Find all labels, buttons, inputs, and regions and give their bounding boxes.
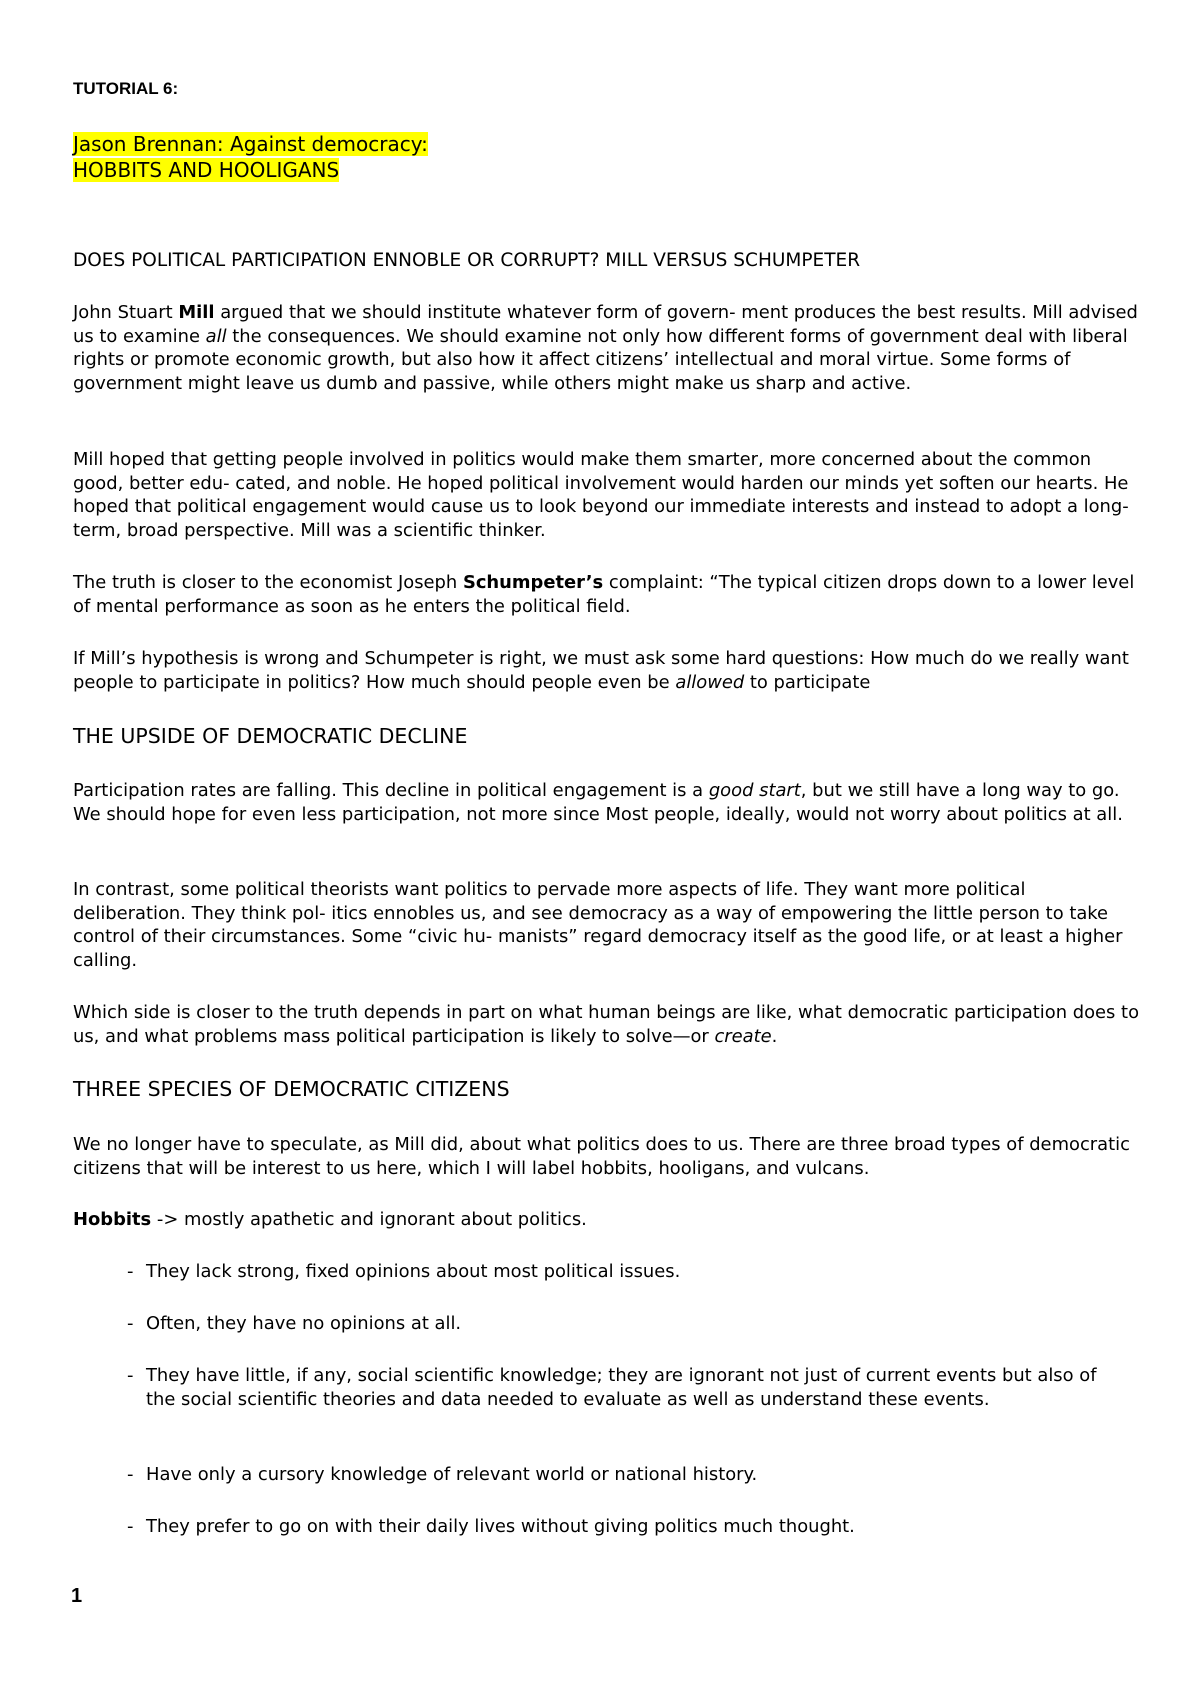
bullet-dash: -: [127, 1464, 134, 1485]
italic-good-start: good start: [708, 780, 801, 801]
bullet-text: They lack strong, fixed opinions about most political issues.: [146, 1261, 681, 1282]
bullet-text: Often, they have no opinions at all.: [146, 1313, 462, 1334]
bullet-text: They prefer to go on with their daily lives without giving politics much thought.: [146, 1516, 855, 1537]
paragraph-mill-argument: John Stuart Mill argued that we should institute whatever form of govern- ment produces the best results. Mill advised us to examine all the consequences. We should examine not only how different forms of government deal with liberal rights or promote economic growth, but also how it affect citizens’ intellectual and moral virtue. Some forms of government might leave us dumb and passive, while others might make us sharp and active.: [73, 302, 1138, 394]
paragraph-participation-falling: Participation rates are falling. This decline in political engagement is a good start, but we still have a long way to go. We should hope for even less participation, not more since Most people, ideally, would not worry about politics at all.: [73, 780, 1123, 825]
bold-mill: Mill: [178, 302, 215, 323]
italic-create: create: [714, 1025, 772, 1047]
hobbits-definition: Hobbits -> mostly apathetic and ignorant about politics.: [73, 1209, 587, 1230]
bold-hobbits: Hobbits: [73, 1209, 152, 1230]
page-number: 1: [71, 1585, 83, 1607]
paragraph-schumpeter: The truth is closer to the economist Joseph Schumpeter’s complaint: “The typical citizen drops down to a lower level of mental performance as soon as he enters the political field.: [73, 572, 1135, 617]
tutorial-label: TUTORIAL 6:: [73, 79, 179, 98]
heading-upside-decline: THE UPSIDE OF DEMOCRATIC DECLINE: [73, 724, 468, 748]
paragraph-three-types: We no longer have to speculate, as Mill did, about what politics does to us. There are three broad types of democratic citizens that will be interest to us here, which I will label hobbits, hooligans, and vulcans.: [73, 1134, 1130, 1179]
document-title: [73, 131, 428, 183]
title-line-2: HOBBITS AND HOOLIGANS: [73, 158, 340, 182]
bold-schumpeter: Schumpeter’s: [462, 572, 604, 593]
bullet-text: Have only a cursory knowledge of relevant world or national history.: [146, 1464, 758, 1485]
bullet-dash: -: [127, 1313, 134, 1334]
bullet-dash: -: [127, 1261, 134, 1282]
paragraph-civic-humanists: In contrast, some political theorists want politics to pervade more aspects of life. They want more political deliberation. They think pol- itics ennobles us, and see democracy as a way of empowering the little person to take control of their circumstances. Some “civic hu- manists” regard democracy itself as the good life, or at least a higher calling.: [73, 879, 1123, 971]
bullet-text: They have little, if any, social scientific knowledge; they are ignorant not just of current events but also of the social scientific theories and data needed to evaluate as well as understand these events.: [146, 1365, 1097, 1410]
paragraph-which-side: Which side is closer to the truth depends in part on what human beings are like, what democratic participation does to us, and what problems mass political participation is likely to solve—or create.: [73, 1002, 1140, 1047]
paragraph-hard-questions: If Mill’s hypothesis is wrong and Schumpeter is right, we must ask some hard questions: How much do we really want people to participate in politics? How much should people even be allowed to participate: [73, 648, 1129, 693]
italic-allowed: allowed: [675, 671, 745, 693]
bullet-dash: -: [127, 1365, 134, 1386]
heading-three-species: THREE SPECIES OF DEMOCRATIC CITIZENS: [73, 1077, 510, 1101]
italic-all: all: [205, 325, 227, 347]
bullet-dash: -: [127, 1516, 134, 1537]
section-title-participation: DOES POLITICAL PARTICIPATION ENNOBLE OR CORRUPT? MILL VERSUS SCHUMPETER: [73, 250, 861, 271]
paragraph-mill-hopes: Mill hoped that getting people involved in politics would make them smarter, more concerned about the common good, better edu- cated, and noble. He hoped political involvement would harden our minds yet soften our hearts. He hoped that political engagement would cause us to look beyond our immediate interests and instead to adopt a long-term, broad perspective. Mill was a scientific thinker.: [73, 449, 1129, 541]
title-line-1: Jason Brennan: Against democracy:: [73, 132, 428, 156]
